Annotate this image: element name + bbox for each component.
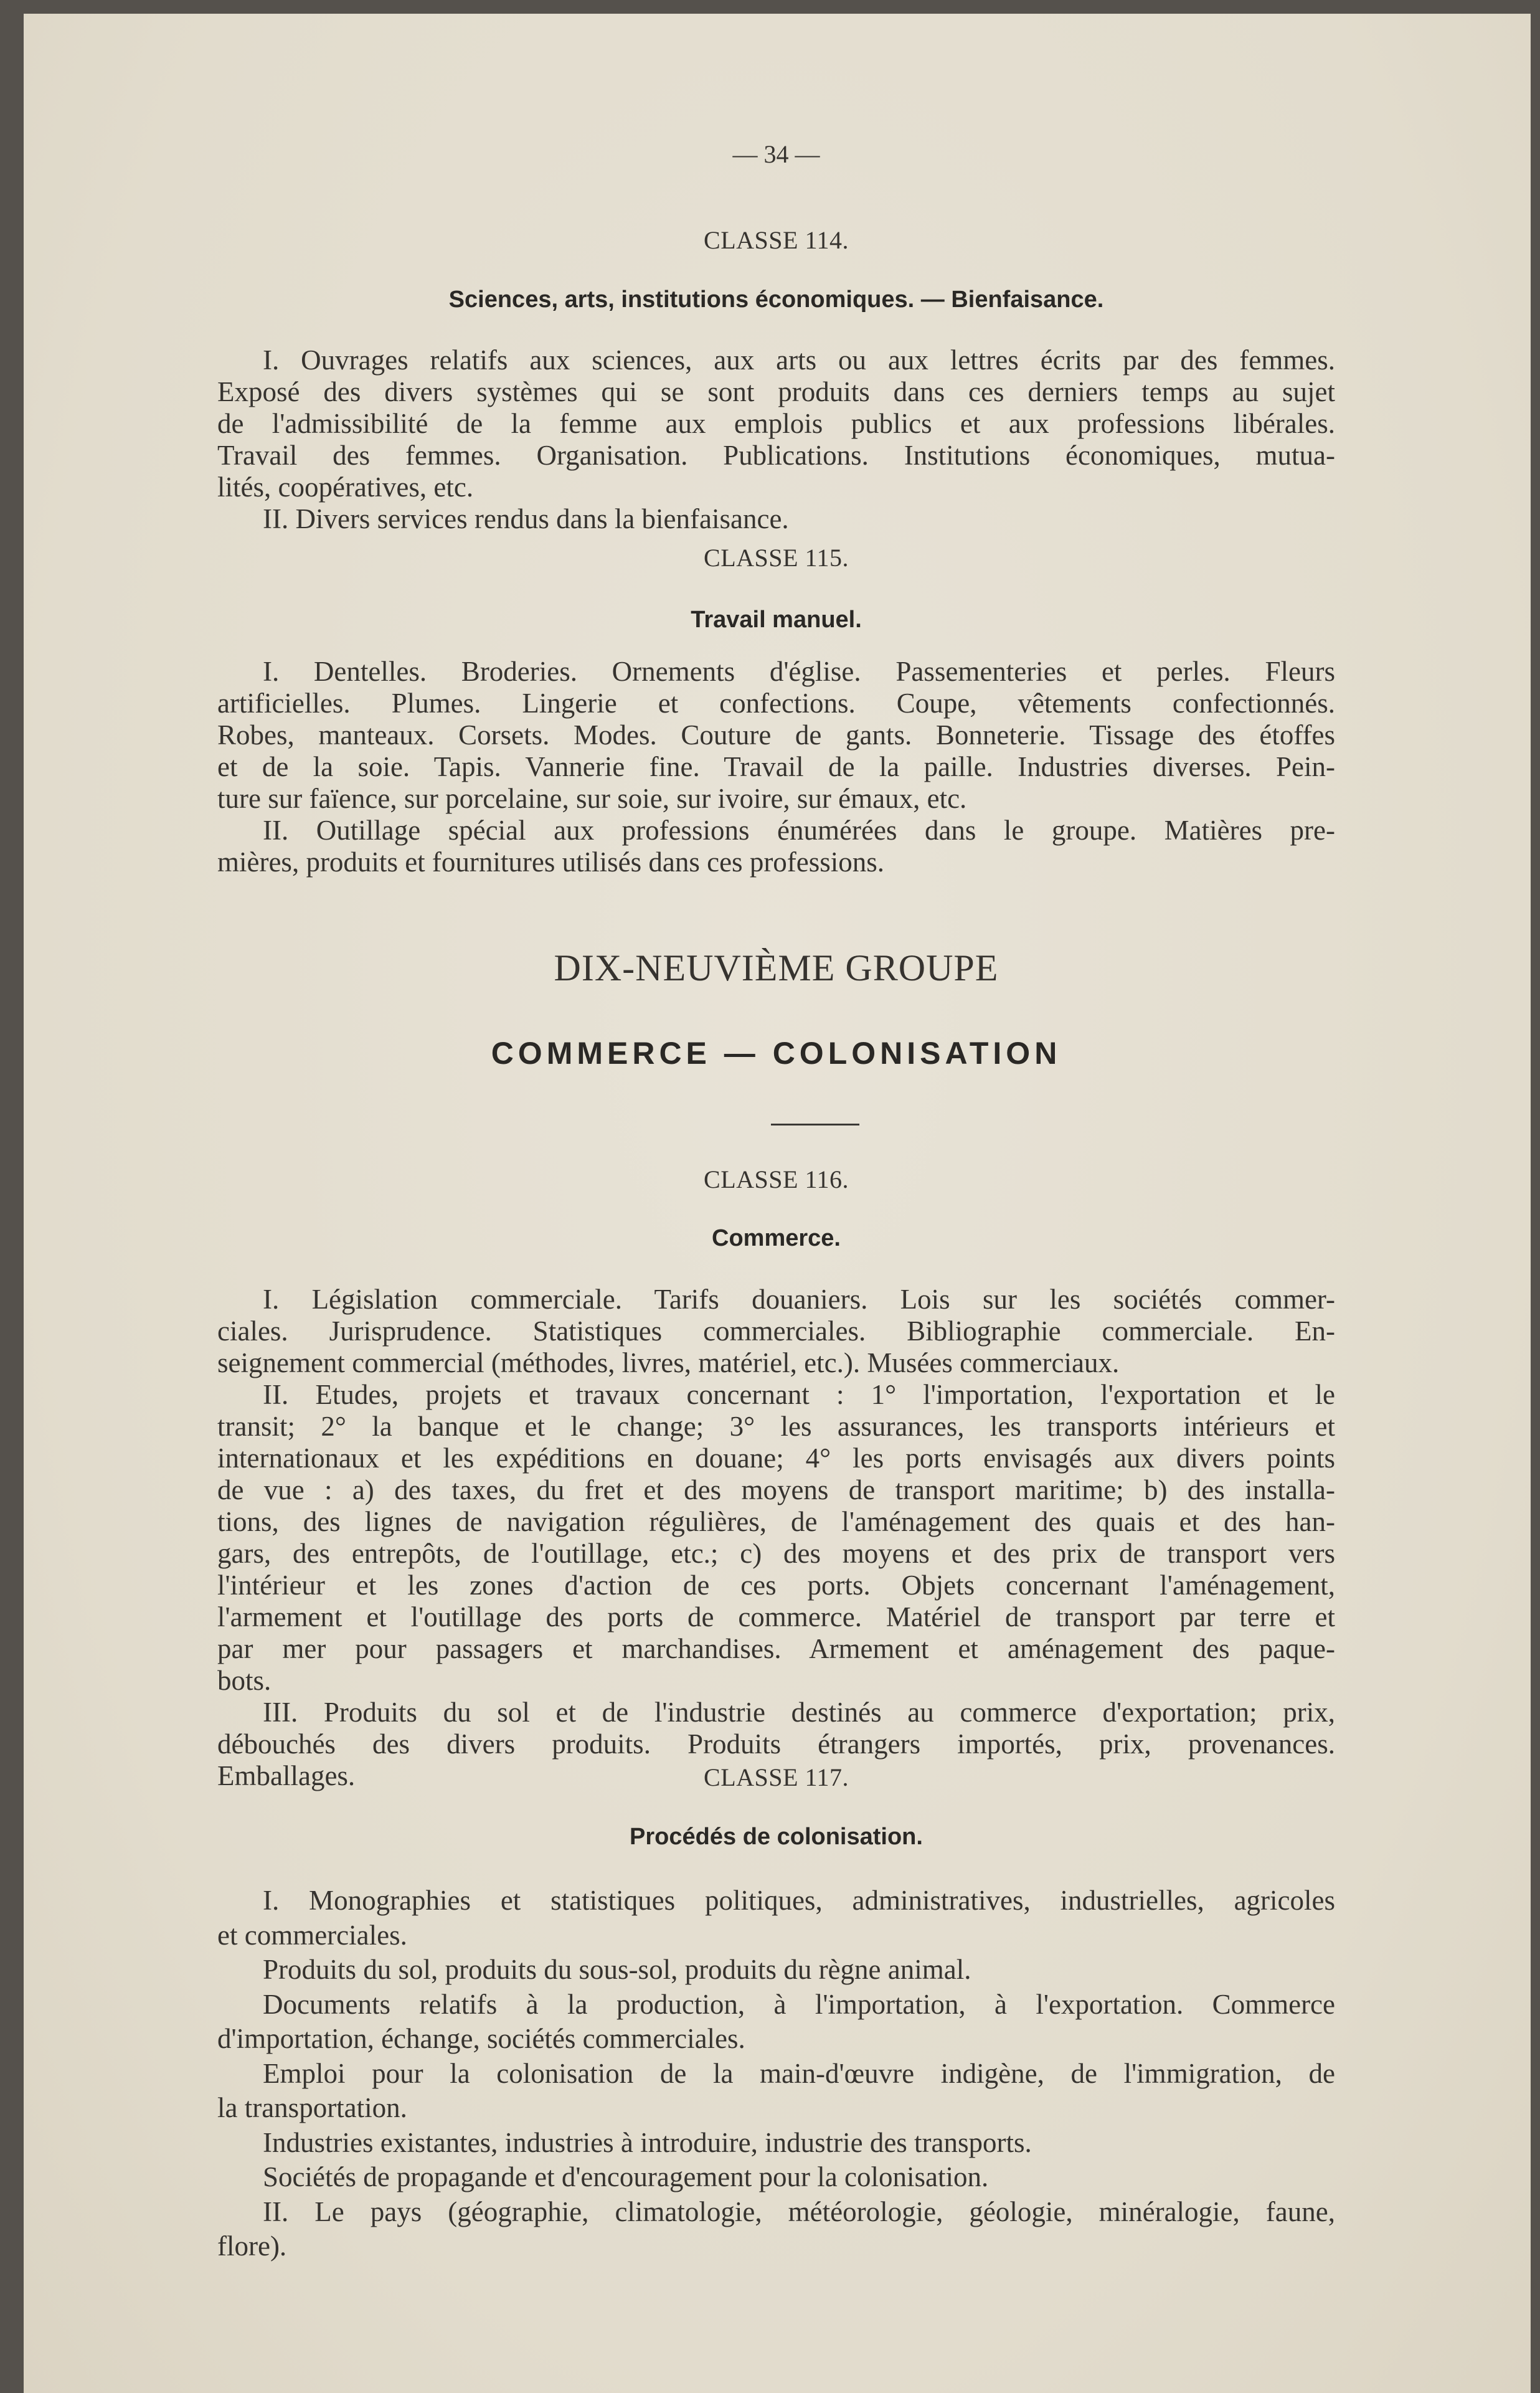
text-line: tions, des lignes de navigation régulières, de l'aménagement des quais et des han-: [217, 1506, 1335, 1537]
classe-body: [217, 656, 1335, 878]
classe-title: Travail manuel.: [691, 607, 862, 633]
classe-heading: CLASSE 117.: [704, 1763, 849, 1791]
text-line: Exposé des divers systèmes qui se sont produits dans ces derniers temps au sujet: [217, 376, 1335, 407]
text-line: ture sur faïence, sur porcelaine, sur soie, sur ivoire, sur émaux, etc.: [217, 783, 967, 814]
text-line: transit; 2° la banque et le change; 3° les assurances, les transports intérieurs et: [217, 1411, 1335, 1442]
text-line: l'armement et l'outillage des ports de commerce. Matériel de transport par terre et: [217, 1601, 1335, 1632]
text-line: Sociétés de propagande et d'encouragement pour la colonisation.: [263, 2161, 989, 2192]
paragraph: [217, 1953, 1335, 1988]
text-line: l'intérieur et les zones d'action de ces ports. Objets concernant l'aménagement,: [217, 1570, 1335, 1601]
text-line: seignement commercial (méthodes, livres, matériel, etc.). Musées commerciaux.: [217, 1347, 1120, 1378]
classe-body: [217, 344, 1335, 535]
text-line: Emballages.: [217, 1760, 356, 1791]
text-line: de vue : a) des taxes, du fret et des moyens de transport maritime; b) des installa-: [217, 1474, 1335, 1505]
paragraph: [217, 2057, 1335, 2126]
classe-heading: CLASSE 114.: [704, 226, 849, 254]
classe-title: Procédés de colonisation.: [630, 1824, 923, 1850]
text-line: débouchés des divers produits. Produits étrangers importés, prix, provenances.: [217, 1728, 1335, 1760]
text-line: artificielles. Plumes. Lingerie et confections. Coupe, vêtements confectionnés.: [217, 688, 1335, 719]
text-line: II. Outillage spécial aux professions énumérées dans le groupe. Matières pre-: [263, 815, 1335, 846]
text-line: Produits du sol, produits du sous-sol, produits du règne animal.: [263, 1954, 971, 1985]
text-line: II. Divers services rendus dans la bienfaisance.: [263, 503, 789, 534]
classe-body: [217, 1284, 1335, 1792]
text-column: [217, 0, 1335, 2393]
paragraph: [217, 1988, 1335, 2057]
text-line: Industries existantes, industries à introduire, industrie des transports.: [263, 2126, 1032, 2158]
text-line: bots.: [217, 1665, 272, 1696]
paragraph: [217, 503, 1335, 535]
group-title: DIX-NEUVIÈME GROUPE: [554, 947, 999, 988]
text-line: Travail des femmes. Organisation. Publications. Institutions économiques, mutua-: [217, 440, 1335, 471]
text-line: Emploi pour la colonisation de la main-d'œuvre indigène, de l'immigration, de: [263, 2057, 1335, 2089]
text-line: Robes, manteaux. Corsets. Modes. Couture de gants. Bonneterie. Tissage des étoffes: [217, 719, 1335, 751]
text-line: I. Législation commerciale. Tarifs douaniers. Lois sur les sociétés commer-: [263, 1284, 1335, 1315]
group-subtitle: COMMERCE — COLONISATION: [491, 1036, 1062, 1071]
text-line: III. Produits du sol et de l'industrie destinés au commerce d'exportation; prix,: [263, 1697, 1335, 1728]
paragraph: [217, 1884, 1335, 1953]
text-line: et commerciales.: [217, 1919, 407, 1951]
paragraph: [217, 2126, 1335, 2161]
text-line: II. Le pays (géographie, climatologie, météorologie, géologie, minéralogie, faune,: [263, 2196, 1335, 2227]
paragraph: [217, 656, 1335, 815]
text-line: mières, produits et fournitures utilisés dans ces professions.: [217, 846, 885, 878]
text-line: et de la soie. Tapis. Vannerie fine. Travail de la paille. Industries diverses. Pein-: [217, 751, 1335, 782]
paragraph: [217, 2160, 1335, 2195]
paragraph: [217, 1284, 1335, 1379]
text-line: internationaux et les expéditions en douane; 4° les ports envisagés aux divers points: [217, 1443, 1335, 1474]
text-line: par mer pour passagers et marchandises. Armement et aménagement des paque-: [217, 1633, 1335, 1664]
classe-heading: CLASSE 116.: [704, 1165, 849, 1193]
paragraph: [217, 815, 1335, 878]
page-number: — 34 —: [732, 140, 820, 168]
text-line: I. Dentelles. Broderies. Ornements d'église. Passementeries et perles. Fleurs: [263, 656, 1335, 687]
text-line: flore).: [217, 2230, 287, 2262]
text-line: lités, coopératives, etc.: [217, 471, 474, 503]
paragraph: [217, 1379, 1335, 1697]
text-line: gars, des entrepôts, de l'outillage, etc.; c) des moyens et des prix de transport vers: [217, 1538, 1335, 1569]
text-line: I. Ouvrages relatifs aux sciences, aux arts ou aux lettres écrits par des femmes.: [263, 344, 1335, 376]
text-line: d'importation, échange, sociétés commerciales.: [217, 2023, 745, 2054]
text-line: I. Monographies et statistiques politiques, administratives, industrielles, agricoles: [263, 1885, 1335, 1916]
classe-title: Sciences, arts, institutions économiques. — Bienfaisance.: [448, 287, 1104, 313]
paragraph: [217, 344, 1335, 503]
divider-rule: [771, 1124, 859, 1125]
text-line: Documents relatifs à la production, à l'importation, à l'exportation. Commerce: [263, 1988, 1335, 2020]
text-line: de l'admissibilité de la femme aux emplois publics et aux professions libérales.: [217, 408, 1335, 439]
text-line: la transportation.: [217, 2092, 407, 2123]
classe-body: [217, 1884, 1335, 2264]
text-line: II. Etudes, projets et travaux concernant : 1° l'importation, l'exportation et le: [263, 1379, 1335, 1410]
text-line: ciales. Jurisprudence. Statistiques commerciales. Bibliographie commerciale. En-: [217, 1315, 1335, 1347]
classe-title: Commerce.: [712, 1225, 841, 1251]
classe-heading: CLASSE 115.: [704, 544, 849, 572]
paragraph: [217, 2195, 1335, 2264]
